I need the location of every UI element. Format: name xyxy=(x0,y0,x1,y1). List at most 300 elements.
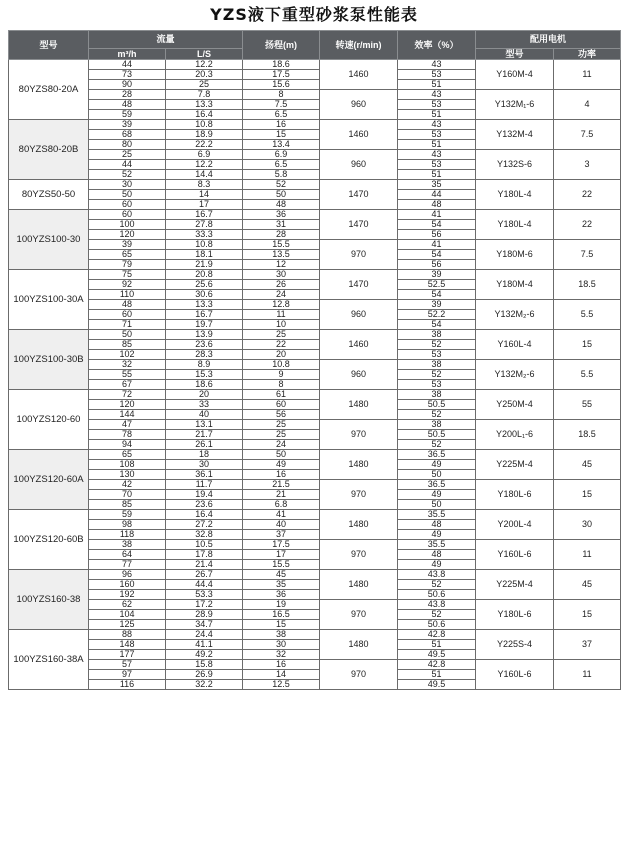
header-model: 型号 xyxy=(9,31,89,60)
motor-power-cell: 37 xyxy=(554,630,621,660)
head-cell: 6.5 xyxy=(243,110,320,120)
flow-m3h-cell: 75 xyxy=(89,270,166,280)
efficiency-cell: 43 xyxy=(398,90,476,100)
motor-power-cell: 22 xyxy=(554,180,621,210)
head-cell: 18.6 xyxy=(243,60,320,70)
flow-m3h-cell: 39 xyxy=(89,120,166,130)
motor-model-cell: Y132M₁-6 xyxy=(476,90,554,120)
flow-m3h-cell: 78 xyxy=(89,430,166,440)
flow-ls-cell: 25 xyxy=(166,80,243,90)
efficiency-cell: 51 xyxy=(398,110,476,120)
flow-m3h-cell: 48 xyxy=(89,100,166,110)
flow-m3h-cell: 25 xyxy=(89,150,166,160)
table-row xyxy=(9,600,621,610)
speed-cell: 1470 xyxy=(320,210,398,240)
pump-model-cell: 100YZS120-60A xyxy=(9,450,89,510)
efficiency-cell: 38 xyxy=(398,420,476,430)
table-row xyxy=(9,390,621,400)
efficiency-cell: 48 xyxy=(398,550,476,560)
flow-m3h-cell: 90 xyxy=(89,80,166,90)
flow-ls-cell: 12.2 xyxy=(166,60,243,70)
flow-m3h-cell: 55 xyxy=(89,370,166,380)
efficiency-cell: 35.5 xyxy=(398,540,476,550)
flow-m3h-cell: 77 xyxy=(89,560,166,570)
efficiency-cell: 49 xyxy=(398,460,476,470)
head-cell: 15.6 xyxy=(243,80,320,90)
motor-model-cell: Y132M-4 xyxy=(476,120,554,150)
efficiency-cell: 52 xyxy=(398,610,476,620)
motor-power-cell: 55 xyxy=(554,390,621,420)
head-cell: 6.8 xyxy=(243,500,320,510)
efficiency-cell: 54 xyxy=(398,250,476,260)
head-cell: 9 xyxy=(243,370,320,380)
flow-m3h-cell: 32 xyxy=(89,360,166,370)
flow-ls-cell: 18.1 xyxy=(166,250,243,260)
head-cell: 16 xyxy=(243,120,320,130)
motor-model-cell: Y132S-6 xyxy=(476,150,554,180)
efficiency-cell: 51 xyxy=(398,170,476,180)
flow-ls-cell: 53.3 xyxy=(166,590,243,600)
flow-ls-cell: 30 xyxy=(166,460,243,470)
head-cell: 17.5 xyxy=(243,540,320,550)
head-cell: 50 xyxy=(243,450,320,460)
header-motor: 配用电机 xyxy=(476,31,621,49)
head-cell: 6.9 xyxy=(243,150,320,160)
table-row xyxy=(9,360,621,370)
table-row xyxy=(9,630,621,640)
pump-model-cell: 100YZS120-60B xyxy=(9,510,89,570)
table-row xyxy=(9,240,621,250)
head-cell: 7.5 xyxy=(243,100,320,110)
motor-power-cell: 15 xyxy=(554,330,621,360)
pump-model-cell: 80YZS80-20B xyxy=(9,120,89,180)
efficiency-cell: 49.5 xyxy=(398,650,476,660)
header-head: 扬程(m) xyxy=(243,31,320,60)
flow-m3h-cell: 60 xyxy=(89,210,166,220)
flow-m3h-cell: 59 xyxy=(89,510,166,520)
flow-m3h-cell: 64 xyxy=(89,550,166,560)
head-cell: 60 xyxy=(243,400,320,410)
head-cell: 12.8 xyxy=(243,300,320,310)
efficiency-cell: 54 xyxy=(398,290,476,300)
efficiency-cell: 50.5 xyxy=(398,430,476,440)
flow-ls-cell: 13.9 xyxy=(166,330,243,340)
table-row xyxy=(9,120,621,130)
flow-m3h-cell: 108 xyxy=(89,460,166,470)
head-cell: 40 xyxy=(243,520,320,530)
head-cell: 10 xyxy=(243,320,320,330)
efficiency-cell: 51 xyxy=(398,140,476,150)
flow-m3h-cell: 104 xyxy=(89,610,166,620)
flow-m3h-cell: 160 xyxy=(89,580,166,590)
flow-ls-cell: 36.1 xyxy=(166,470,243,480)
head-cell: 10.8 xyxy=(243,360,320,370)
header-flow-m3h: m³/h xyxy=(89,49,166,60)
motor-power-cell: 5.5 xyxy=(554,360,621,390)
flow-ls-cell: 8.9 xyxy=(166,360,243,370)
head-cell: 52 xyxy=(243,180,320,190)
flow-m3h-cell: 28 xyxy=(89,90,166,100)
flow-ls-cell: 15.8 xyxy=(166,660,243,670)
flow-ls-cell: 13.3 xyxy=(166,100,243,110)
head-cell: 19 xyxy=(243,600,320,610)
pump-model-cell: 100YZS100-30B xyxy=(9,330,89,390)
speed-cell: 970 xyxy=(320,660,398,690)
motor-power-cell: 15 xyxy=(554,600,621,630)
efficiency-cell: 43 xyxy=(398,120,476,130)
head-cell: 41 xyxy=(243,510,320,520)
flow-m3h-cell: 120 xyxy=(89,230,166,240)
motor-model-cell: Y160L-6 xyxy=(476,660,554,690)
flow-ls-cell: 21.9 xyxy=(166,260,243,270)
head-cell: 61 xyxy=(243,390,320,400)
flow-ls-cell: 26.1 xyxy=(166,440,243,450)
motor-model-cell: Y200L₁-6 xyxy=(476,420,554,450)
header-motor-model: 型号 xyxy=(476,49,554,60)
flow-m3h-cell: 38 xyxy=(89,540,166,550)
head-cell: 35 xyxy=(243,580,320,590)
flow-m3h-cell: 60 xyxy=(89,200,166,210)
head-cell: 13.4 xyxy=(243,140,320,150)
speed-cell: 1460 xyxy=(320,120,398,150)
flow-ls-cell: 10.8 xyxy=(166,120,243,130)
efficiency-cell: 52 xyxy=(398,370,476,380)
header-motor-power: 功率 xyxy=(554,49,621,60)
flow-m3h-cell: 118 xyxy=(89,530,166,540)
efficiency-cell: 48 xyxy=(398,200,476,210)
head-cell: 15 xyxy=(243,130,320,140)
motor-model-cell: Y225M-4 xyxy=(476,450,554,480)
efficiency-cell: 48 xyxy=(398,520,476,530)
flow-m3h-cell: 98 xyxy=(89,520,166,530)
flow-ls-cell: 28.3 xyxy=(166,350,243,360)
motor-power-cell: 7.5 xyxy=(554,240,621,270)
flow-m3h-cell: 92 xyxy=(89,280,166,290)
motor-model-cell: Y132M₂-6 xyxy=(476,300,554,330)
efficiency-cell: 44 xyxy=(398,190,476,200)
speed-cell: 960 xyxy=(320,300,398,330)
head-cell: 50 xyxy=(243,190,320,200)
head-cell: 21.5 xyxy=(243,480,320,490)
flow-ls-cell: 20.8 xyxy=(166,270,243,280)
efficiency-cell: 56 xyxy=(398,230,476,240)
flow-ls-cell: 8.3 xyxy=(166,180,243,190)
flow-m3h-cell: 73 xyxy=(89,70,166,80)
efficiency-cell: 43.8 xyxy=(398,600,476,610)
pump-model-cell: 100YZS160-38 xyxy=(9,570,89,630)
flow-ls-cell: 18.9 xyxy=(166,130,243,140)
pump-model-cell: 100YZS100-30 xyxy=(9,210,89,270)
flow-m3h-cell: 120 xyxy=(89,400,166,410)
flow-m3h-cell: 125 xyxy=(89,620,166,630)
flow-ls-cell: 22.2 xyxy=(166,140,243,150)
motor-model-cell: Y132M₂-6 xyxy=(476,360,554,390)
motor-model-cell: Y250M-4 xyxy=(476,390,554,420)
speed-cell: 1480 xyxy=(320,630,398,660)
head-cell: 12.5 xyxy=(243,680,320,690)
table-row xyxy=(9,270,621,280)
flow-m3h-cell: 42 xyxy=(89,480,166,490)
efficiency-cell: 50 xyxy=(398,470,476,480)
efficiency-cell: 38 xyxy=(398,390,476,400)
motor-power-cell: 18.5 xyxy=(554,270,621,300)
head-cell: 32 xyxy=(243,650,320,660)
efficiency-cell: 52 xyxy=(398,440,476,450)
speed-cell: 970 xyxy=(320,240,398,270)
flow-m3h-cell: 102 xyxy=(89,350,166,360)
flow-ls-cell: 17.8 xyxy=(166,550,243,560)
flow-ls-cell: 13.3 xyxy=(166,300,243,310)
flow-ls-cell: 24.4 xyxy=(166,630,243,640)
efficiency-cell: 41 xyxy=(398,210,476,220)
flow-ls-cell: 26.7 xyxy=(166,570,243,580)
table-row xyxy=(9,210,621,220)
flow-m3h-cell: 144 xyxy=(89,410,166,420)
efficiency-cell: 41 xyxy=(398,240,476,250)
header-row xyxy=(9,31,621,49)
flow-m3h-cell: 100 xyxy=(89,220,166,230)
flow-m3h-cell: 80 xyxy=(89,140,166,150)
efficiency-cell: 38 xyxy=(398,330,476,340)
flow-m3h-cell: 71 xyxy=(89,320,166,330)
efficiency-cell: 42.8 xyxy=(398,660,476,670)
flow-ls-cell: 28.9 xyxy=(166,610,243,620)
flow-ls-cell: 14.4 xyxy=(166,170,243,180)
flow-m3h-cell: 68 xyxy=(89,130,166,140)
efficiency-cell: 49 xyxy=(398,530,476,540)
table-row xyxy=(9,90,621,100)
table-row xyxy=(9,450,621,460)
efficiency-cell: 36.5 xyxy=(398,480,476,490)
efficiency-cell: 36.5 xyxy=(398,450,476,460)
efficiency-cell: 50.6 xyxy=(398,620,476,630)
table-row xyxy=(9,60,621,70)
motor-power-cell: 11 xyxy=(554,60,621,90)
flow-m3h-cell: 85 xyxy=(89,340,166,350)
flow-m3h-cell: 59 xyxy=(89,110,166,120)
motor-power-cell: 22 xyxy=(554,210,621,240)
header-speed: 转速(r/min) xyxy=(320,31,398,60)
head-cell: 38 xyxy=(243,630,320,640)
flow-ls-cell: 25.6 xyxy=(166,280,243,290)
header-flow-ls: L/S xyxy=(166,49,243,60)
flow-ls-cell: 10.8 xyxy=(166,240,243,250)
flow-m3h-cell: 44 xyxy=(89,60,166,70)
flow-m3h-cell: 96 xyxy=(89,570,166,580)
efficiency-cell: 43 xyxy=(398,60,476,70)
head-cell: 25 xyxy=(243,430,320,440)
head-cell: 8 xyxy=(243,90,320,100)
head-cell: 36 xyxy=(243,590,320,600)
head-cell: 28 xyxy=(243,230,320,240)
efficiency-cell: 43.8 xyxy=(398,570,476,580)
motor-power-cell: 11 xyxy=(554,660,621,690)
head-cell: 15 xyxy=(243,620,320,630)
speed-cell: 970 xyxy=(320,600,398,630)
motor-model-cell: Y180L-6 xyxy=(476,480,554,510)
speed-cell: 960 xyxy=(320,150,398,180)
flow-m3h-cell: 70 xyxy=(89,490,166,500)
flow-ls-cell: 14 xyxy=(166,190,243,200)
efficiency-cell: 53 xyxy=(398,130,476,140)
head-cell: 24 xyxy=(243,290,320,300)
efficiency-cell: 53 xyxy=(398,100,476,110)
efficiency-cell: 54 xyxy=(398,220,476,230)
head-cell: 12 xyxy=(243,260,320,270)
speed-cell: 1480 xyxy=(320,450,398,480)
speed-cell: 970 xyxy=(320,420,398,450)
table-row xyxy=(9,570,621,580)
flow-m3h-cell: 88 xyxy=(89,630,166,640)
motor-model-cell: Y160L-6 xyxy=(476,540,554,570)
speed-cell: 1480 xyxy=(320,390,398,420)
head-cell: 36 xyxy=(243,210,320,220)
head-cell: 20 xyxy=(243,350,320,360)
efficiency-cell: 52.2 xyxy=(398,310,476,320)
efficiency-cell: 53 xyxy=(398,380,476,390)
efficiency-cell: 39 xyxy=(398,300,476,310)
page-title: YZS液下重型砂浆泵性能表 xyxy=(210,5,418,24)
motor-power-cell: 15 xyxy=(554,480,621,510)
efficiency-cell: 54 xyxy=(398,320,476,330)
efficiency-cell: 56 xyxy=(398,260,476,270)
flow-m3h-cell: 67 xyxy=(89,380,166,390)
efficiency-cell: 51 xyxy=(398,80,476,90)
flow-m3h-cell: 85 xyxy=(89,500,166,510)
table-row xyxy=(9,150,621,160)
motor-model-cell: Y225S-4 xyxy=(476,630,554,660)
motor-model-cell: Y160M-4 xyxy=(476,60,554,90)
motor-model-cell: Y180L-6 xyxy=(476,600,554,630)
speed-cell: 1470 xyxy=(320,180,398,210)
speed-cell: 1480 xyxy=(320,570,398,600)
head-cell: 37 xyxy=(243,530,320,540)
head-cell: 17.5 xyxy=(243,70,320,80)
speed-cell: 970 xyxy=(320,540,398,570)
flow-ls-cell: 16.4 xyxy=(166,110,243,120)
motor-power-cell: 4 xyxy=(554,90,621,120)
speed-cell: 960 xyxy=(320,90,398,120)
flow-ls-cell: 18.6 xyxy=(166,380,243,390)
head-cell: 5.8 xyxy=(243,170,320,180)
flow-ls-cell: 19.4 xyxy=(166,490,243,500)
efficiency-cell: 51 xyxy=(398,670,476,680)
flow-m3h-cell: 52 xyxy=(89,170,166,180)
flow-m3h-cell: 47 xyxy=(89,420,166,430)
efficiency-cell: 49 xyxy=(398,490,476,500)
speed-cell: 1480 xyxy=(320,510,398,540)
flow-ls-cell: 16.4 xyxy=(166,510,243,520)
head-cell: 15.5 xyxy=(243,560,320,570)
speed-cell: 1460 xyxy=(320,330,398,360)
efficiency-cell: 52 xyxy=(398,410,476,420)
speed-cell: 970 xyxy=(320,480,398,510)
head-cell: 26 xyxy=(243,280,320,290)
performance-table xyxy=(8,30,621,690)
flow-ls-cell: 34.7 xyxy=(166,620,243,630)
flow-ls-cell: 20.3 xyxy=(166,70,243,80)
header-efficiency: 效率（%） xyxy=(398,31,476,60)
efficiency-cell: 35.5 xyxy=(398,510,476,520)
table-row xyxy=(9,480,621,490)
flow-ls-cell: 15.3 xyxy=(166,370,243,380)
motor-model-cell: Y180L-4 xyxy=(476,180,554,210)
motor-power-cell: 5.5 xyxy=(554,300,621,330)
efficiency-cell: 39 xyxy=(398,270,476,280)
motor-model-cell: Y200L-4 xyxy=(476,510,554,540)
flow-m3h-cell: 30 xyxy=(89,180,166,190)
head-cell: 24 xyxy=(243,440,320,450)
flow-ls-cell: 17 xyxy=(166,200,243,210)
efficiency-cell: 38 xyxy=(398,360,476,370)
head-cell: 15.5 xyxy=(243,240,320,250)
pump-model-cell: 100YZS120-60 xyxy=(9,390,89,450)
flow-ls-cell: 33 xyxy=(166,400,243,410)
flow-m3h-cell: 148 xyxy=(89,640,166,650)
head-cell: 48 xyxy=(243,200,320,210)
head-cell: 16 xyxy=(243,470,320,480)
flow-ls-cell: 26.9 xyxy=(166,670,243,680)
head-cell: 22 xyxy=(243,340,320,350)
flow-ls-cell: 49.2 xyxy=(166,650,243,660)
flow-m3h-cell: 110 xyxy=(89,290,166,300)
flow-ls-cell: 30.6 xyxy=(166,290,243,300)
head-cell: 30 xyxy=(243,640,320,650)
table-row xyxy=(9,300,621,310)
motor-power-cell: 45 xyxy=(554,570,621,600)
motor-model-cell: Y180M-4 xyxy=(476,270,554,300)
efficiency-cell: 42.8 xyxy=(398,630,476,640)
motor-model-cell: Y225M-4 xyxy=(476,570,554,600)
efficiency-cell: 52.5 xyxy=(398,280,476,290)
flow-m3h-cell: 94 xyxy=(89,440,166,450)
efficiency-cell: 53 xyxy=(398,70,476,80)
flow-m3h-cell: 50 xyxy=(89,190,166,200)
pump-model-cell: 80YZS50-50 xyxy=(9,180,89,210)
head-cell: 31 xyxy=(243,220,320,230)
flow-ls-cell: 44.4 xyxy=(166,580,243,590)
head-cell: 56 xyxy=(243,410,320,420)
table-row xyxy=(9,330,621,340)
flow-ls-cell: 11.7 xyxy=(166,480,243,490)
flow-ls-cell: 27.8 xyxy=(166,220,243,230)
head-cell: 45 xyxy=(243,570,320,580)
flow-ls-cell: 13.1 xyxy=(166,420,243,430)
motor-model-cell: Y180L-4 xyxy=(476,210,554,240)
head-cell: 25 xyxy=(243,330,320,340)
motor-power-cell: 3 xyxy=(554,150,621,180)
flow-m3h-cell: 44 xyxy=(89,160,166,170)
speed-cell: 960 xyxy=(320,360,398,390)
table-row xyxy=(9,540,621,550)
flow-m3h-cell: 60 xyxy=(89,310,166,320)
efficiency-cell: 52 xyxy=(398,580,476,590)
flow-ls-cell: 19.7 xyxy=(166,320,243,330)
motor-power-cell: 11 xyxy=(554,540,621,570)
head-cell: 16 xyxy=(243,660,320,670)
flow-m3h-cell: 130 xyxy=(89,470,166,480)
flow-m3h-cell: 116 xyxy=(89,680,166,690)
flow-ls-cell: 27.2 xyxy=(166,520,243,530)
head-cell: 49 xyxy=(243,460,320,470)
flow-m3h-cell: 65 xyxy=(89,250,166,260)
flow-ls-cell: 32.2 xyxy=(166,680,243,690)
flow-m3h-cell: 62 xyxy=(89,600,166,610)
flow-m3h-cell: 177 xyxy=(89,650,166,660)
flow-ls-cell: 16.7 xyxy=(166,310,243,320)
efficiency-cell: 35 xyxy=(398,180,476,190)
header-flow: 流量 xyxy=(89,31,243,49)
